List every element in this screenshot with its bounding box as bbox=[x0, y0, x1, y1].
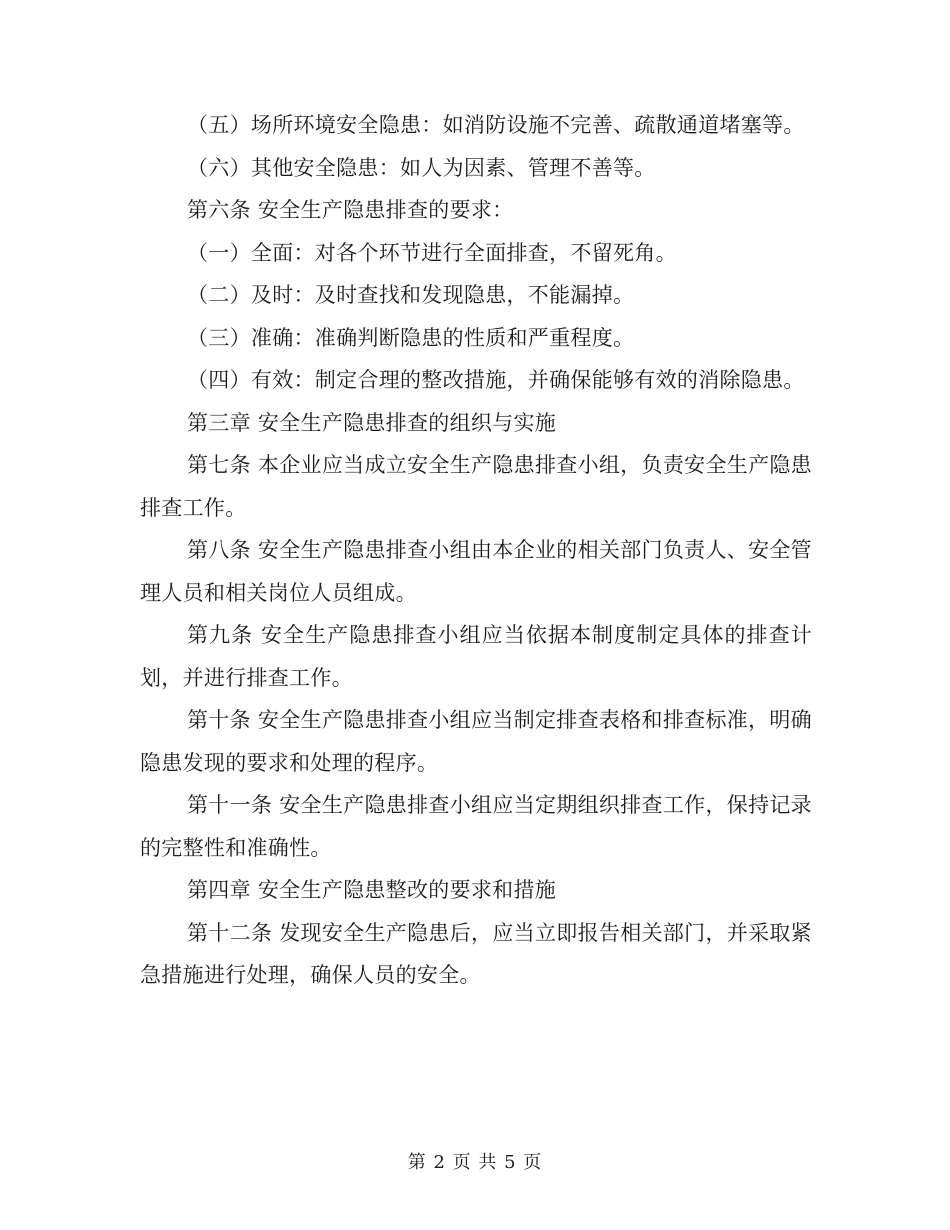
paragraph: 第七条 本企业应当成立安全生产隐患排查小组，负责安全生产隐患排查工作。 bbox=[140, 453, 812, 520]
paragraph: 第九条 安全生产隐患排查小组应当依据本制度制定具体的排查计划，并进行排查工作。 bbox=[140, 623, 812, 690]
paragraph: （二）及时：及时查找和发现隐患，不能漏掉。 bbox=[187, 283, 635, 307]
article-heading: 第六条 安全生产隐患排查的要求： bbox=[187, 198, 514, 222]
document-body bbox=[140, 104, 812, 997]
paragraph: 第十条 安全生产隐患排查小组应当制定排查表格和排查标准，明确隐患发现的要求和处理的程序。 bbox=[140, 708, 812, 775]
chapter-heading: 第四章 安全生产隐患整改的要求和措施 bbox=[187, 878, 557, 902]
paragraph: 第八条 安全生产隐患排查小组由本企业的相关部门负责人、安全管理人员和相关岗位人员组成。 bbox=[140, 538, 812, 605]
paragraph: 第十二条 发现安全生产隐患后，应当立即报告相关部门，并采取紧急措施进行处理，确保人员的安全。 bbox=[140, 920, 812, 987]
chapter-heading: 第三章 安全生产隐患排查的组织与实施 bbox=[187, 410, 557, 435]
paragraph: 第十一条 安全生产隐患排查小组应当定期组织排查工作，保持记录的完整性和准确性。 bbox=[140, 793, 812, 860]
paragraph: （六）其他安全隐患：如人为因素、管理不善等。 bbox=[187, 155, 656, 180]
paragraph: （三）准确：准确判断隐患的性质和严重程度。 bbox=[187, 325, 635, 350]
paragraph: （一）全面：对各个环节进行全面排查，不留死角。 bbox=[187, 240, 677, 265]
paragraph: （五）场所环境安全隐患：如消防设施不完善、疏散通道堵塞等。 bbox=[187, 113, 805, 137]
page-number-footer: 第 2 页 共 5 页 bbox=[407, 1152, 543, 1173]
paragraph: （四）有效：制定合理的整改措施，并确保能够有效的消除隐患。 bbox=[187, 368, 805, 392]
